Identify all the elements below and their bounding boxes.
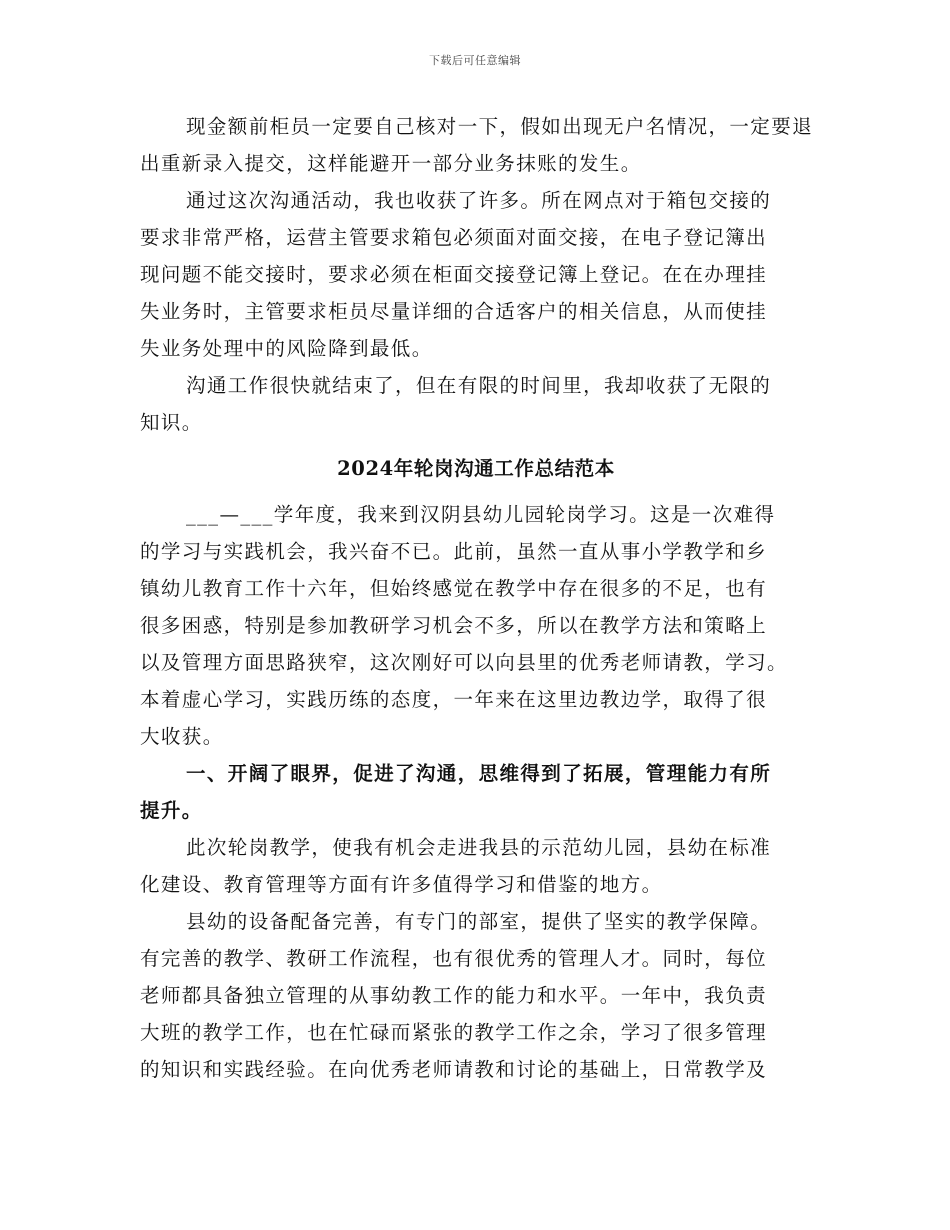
paragraph [140, 496, 812, 755]
paragraph [140, 367, 812, 441]
paragraph [140, 829, 812, 903]
text-line: 通过这次沟通活动，我也收获了许多。所在网点对于箱包交接的 [186, 189, 772, 212]
text-line: 现金额前柜员一定要自己核对一下，假如出现无户名情况，一定要退 [186, 115, 814, 138]
section-title [140, 450, 812, 487]
text-line: 老师都具备独立管理的从事幼教工作的能力和水平。一年中，我负责 [140, 984, 768, 1007]
text-line: 以及管理方面思路狭窄，这次刚好可以向县里的优秀老师请教，学习。 [140, 651, 788, 674]
section-heading [140, 755, 812, 829]
text-line: 大班的教学工作，也在忙碌而紧张的教学工作之余，学习了很多管理 [140, 1021, 768, 1044]
text-line: 一、开阔了眼界，促进了沟通，思维得到了拓展，管理能力有所 [186, 762, 772, 785]
text-line: 镇幼儿教育工作十六年，但始终感觉在教学中存在很多的不足，也有 [140, 577, 768, 600]
paragraph [140, 108, 812, 182]
page-header: 下载后可任意编辑 [429, 54, 521, 67]
text-line: 此次轮岗教学，使我有机会走进我县的示范幼儿园，县幼在标准 [186, 836, 772, 859]
document-body [140, 108, 812, 1088]
text-line: 大收获。 [140, 725, 224, 748]
text-line: 2024年轮岗沟通工作总结范本 [337, 457, 615, 480]
text-line: 失业务处理中的风险降到最低。 [140, 337, 433, 360]
text-line: 知识。 [140, 411, 203, 434]
text-line: 现问题不能交接时，要求必须在柜面交接登记簿上登记。在在办理挂 [140, 263, 768, 286]
paragraph [140, 182, 812, 367]
paragraph [140, 903, 812, 1088]
text-line: 沟通工作很快就结束了，但在有限的时间里，我却收获了无限的 [186, 374, 772, 397]
text-line: 出重新录入提交，这样能避开一部分业务抹账的发生。 [140, 152, 642, 175]
text-line: 要求非常严格，运营主管要求箱包必须面对面交接，在电子登记簿出 [140, 226, 768, 249]
text-line: 化建设、教育管理等方面有许多值得学习和借鉴的地方。 [140, 873, 663, 896]
text-line: 很多困惑，特别是参加教研学习机会不多，所以在教学方法和策略上 [140, 614, 768, 637]
text-line: 本着虚心学习，实践历练的态度，一年来在这里边教边学，取得了很 [140, 688, 768, 711]
text-line: ___—___学年度，我来到汉阴县幼儿园轮岗学习。这是一次难得 [186, 503, 776, 526]
text-line: 的学习与实践机会，我兴奋不已。此前，虽然一直从事小学教学和乡 [140, 540, 768, 563]
text-line: 有完善的教学、教研工作流程，也有很优秀的管理人才。同时，每位 [140, 947, 768, 970]
text-line: 县幼的设备配备完善，有专门的部室，提供了坚实的教学保障。 [186, 910, 772, 933]
text-line: 失业务时，主管要求柜员尽量详细的合适客户的相关信息，从而使挂 [140, 300, 768, 323]
text-line: 的知识和实践经验。在向优秀老师请教和讨论的基础上，日常教学及 [140, 1058, 768, 1081]
text-line: 提升。 [140, 799, 203, 822]
